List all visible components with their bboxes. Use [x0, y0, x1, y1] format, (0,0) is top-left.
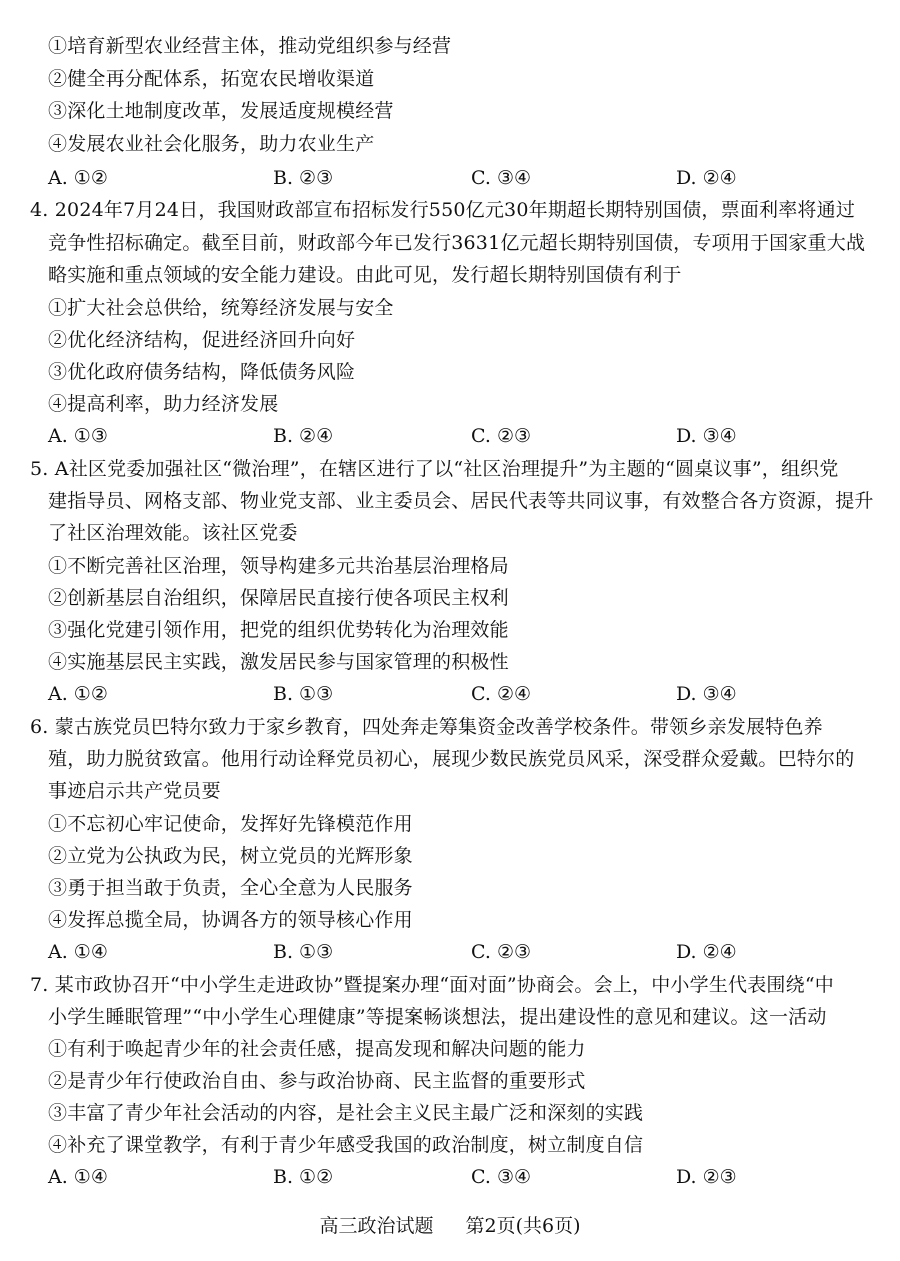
q4-option-1: ①扩大社会总供给，统筹经济发展与安全	[48, 297, 394, 319]
q7-option-3: ③丰富了青少年社会活动的内容，是社会主义民主最广泛和深刻的实践	[48, 1102, 644, 1124]
q6-stem-line-3: 事迹启示共产党员要	[48, 780, 221, 802]
q7-stem-line-1: 7. 某市政协召开“中小学生走进政协”暨提案办理“面对面”协商会。会上，中小学生代表围绕“中	[30, 974, 834, 996]
q4-stem-line-3: 略实施和重点领域的安全能力建设。由此可见，发行超长期特别国债有利于	[48, 264, 682, 286]
q5-stem-line-1: 5. A社区党委加强社区“微治理”，在辖区进行了以“社区治理提升”为主题的“圆桌议事”，组织党	[30, 458, 839, 480]
q3-choice-c: C. ③④	[471, 167, 532, 189]
q5-option-2: ②创新基层自治组织，保障居民直接行使各项民主权利	[48, 587, 509, 609]
q7-choice-a: A. ①④	[48, 1166, 108, 1188]
q5-option-4: ④实施基层民主实践，激发居民参与国家管理的积极性	[48, 651, 509, 673]
q6-choice-b: B. ①③	[273, 941, 334, 963]
q4-option-2: ②优化经济结构，促进经济回升向好	[48, 329, 356, 351]
footer-page-number: 第2页(共6页)	[465, 1215, 581, 1237]
q5-choices	[48, 681, 828, 707]
q5-choice-b: B. ①③	[273, 683, 334, 705]
q5-stem-line-2: 建指导员、网格支部、物业党支部、业主委员会、居民代表等共同议事，有效整合各方资源，提升	[48, 490, 874, 512]
q4-choice-d: D. ③④	[676, 425, 737, 447]
q6-choice-d: D. ②④	[676, 941, 737, 963]
q3-option-1: ①培育新型农业经营主体，推动党组织参与经营	[48, 35, 452, 57]
q4-option-3: ③优化政府债务结构，降低债务风险	[48, 361, 356, 383]
q3-choices	[48, 165, 828, 191]
footer-subject: 高三政治试题	[319, 1215, 434, 1237]
q6-choices	[48, 939, 828, 965]
q3-option-2: ②健全再分配体系，拓宽农民增收渠道	[48, 68, 375, 90]
q3-choice-a: A. ①②	[48, 167, 108, 189]
q3-choice-b: B. ②③	[273, 167, 334, 189]
q3-option-4: ④发展农业社会化服务，助力农业生产	[48, 133, 375, 155]
q7-option-4: ④补充了课堂教学，有利于青少年感受我国的政治制度，树立制度自信	[48, 1134, 644, 1156]
q6-option-1: ①不忘初心牢记使命，发挥好先锋模范作用	[48, 813, 413, 835]
q6-option-4: ④发挥总揽全局，协调各方的领导核心作用	[48, 909, 413, 931]
q7-choice-b: B. ①②	[273, 1166, 334, 1188]
q4-choices	[48, 423, 828, 449]
q5-option-3: ③强化党建引领作用，把党的组织优势转化为治理效能	[48, 619, 509, 641]
q7-choices	[48, 1164, 828, 1190]
q5-choice-c: C. ②④	[471, 683, 532, 705]
q4-choice-c: C. ②③	[471, 425, 532, 447]
q5-choice-d: D. ③④	[676, 683, 737, 705]
q7-choice-c: C. ③④	[471, 1166, 532, 1188]
q7-option-2: ②是青少年行使政治自由、参与政治协商、民主监督的重要形式	[48, 1070, 586, 1092]
q6-option-3: ③勇于担当敢于负责，全心全意为人民服务	[48, 877, 413, 899]
page-footer	[0, 1212, 900, 1240]
q5-option-1: ①不断完善社区治理，领导构建多元共治基层治理格局	[48, 555, 509, 577]
q5-stem-line-3: 了社区治理效能。该社区党委	[48, 522, 298, 544]
q3-option-3: ③深化土地制度改革，发展适度规模经营	[48, 100, 394, 122]
q4-choice-a: A. ①③	[48, 425, 108, 447]
q7-stem-line-2: 小学生睡眠管理”“中小学生心理健康”等提案畅谈想法，提出建设性的意见和建议。这一活动	[48, 1006, 827, 1028]
q4-stem-line-2: 竞争性招标确定。截至目前，财政部今年已发行3631亿元超长期特别国债，专项用于国家重大战	[48, 232, 866, 254]
q4-choice-b: B. ②④	[273, 425, 334, 447]
q6-choice-a: A. ①④	[48, 941, 108, 963]
q6-option-2: ②立党为公执政为民，树立党员的光辉形象	[48, 845, 413, 867]
q4-option-4: ④提高利率，助力经济发展	[48, 393, 279, 415]
q7-choice-d: D. ②③	[676, 1166, 737, 1188]
q6-choice-c: C. ②③	[471, 941, 532, 963]
q6-stem-line-1: 6. 蒙古族党员巴特尔致力于家乡教育，四处奔走筹集资金改善学校条件。带领乡亲发展特色养	[30, 716, 823, 738]
q3-choice-d: D. ②④	[676, 167, 737, 189]
q7-option-1: ①有利于唤起青少年的社会责任感，提高发现和解决问题的能力	[48, 1038, 586, 1060]
q4-stem-line-1: 4. 2024年7月24日，我国财政部宣布招标发行550亿元30年期超长期特别国债，票面利率将通过	[30, 199, 856, 221]
q6-stem-line-2: 殖，助力脱贫致富。他用行动诠释党员初心，展现少数民族党员风采，深受群众爱戴。巴特尔的	[48, 748, 855, 770]
q5-choice-a: A. ①②	[48, 683, 108, 705]
